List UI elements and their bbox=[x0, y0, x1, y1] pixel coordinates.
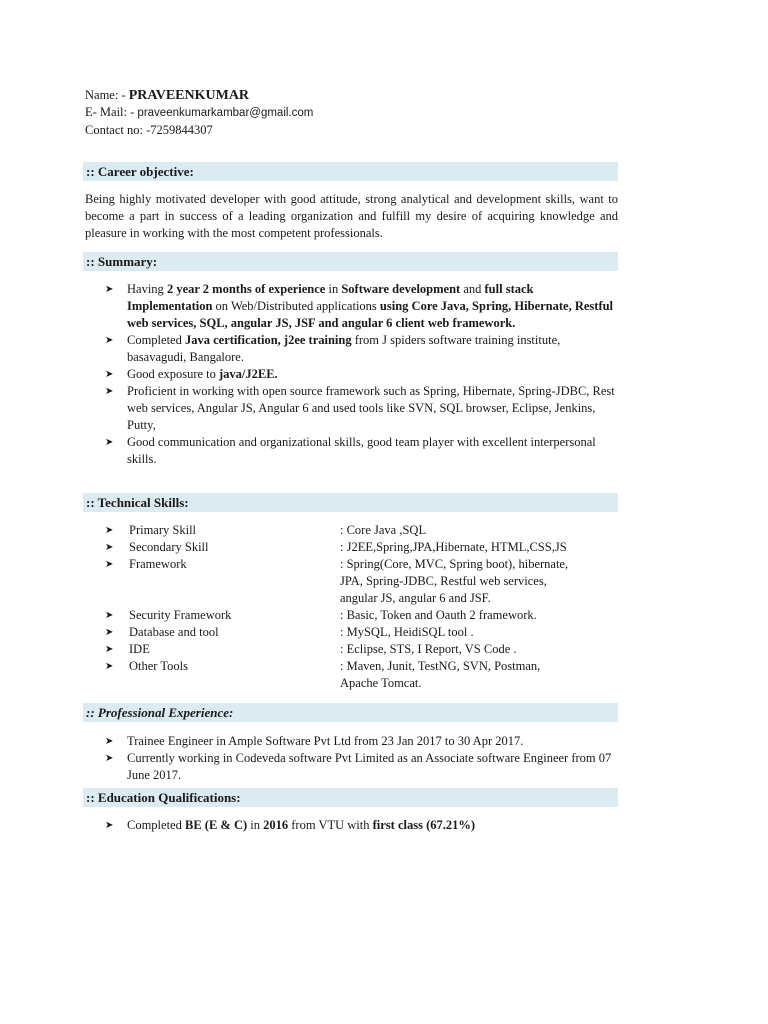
skill-label: ➤ Primary Skill bbox=[129, 523, 197, 537]
summary-item: ➤ Good exposure to java/J2EE. bbox=[105, 366, 620, 383]
education-list bbox=[105, 817, 620, 834]
experience-item: ➤ Trainee Engineer in Ample Software Pvt Ltd from 23 Jan 2017 to 30 Apr 2017. bbox=[105, 733, 620, 750]
skill-row bbox=[105, 641, 620, 658]
name-line bbox=[85, 87, 313, 104]
name-label: Name: - bbox=[85, 88, 129, 102]
experience-item: ➤ Currently working in Codeveda software Pvt Limited as an Associate software Engineer from 07 June 2017. bbox=[105, 750, 620, 784]
contact-block bbox=[85, 87, 313, 139]
skill-label: ➤ Other Tools bbox=[129, 659, 188, 673]
skill-row bbox=[105, 607, 620, 624]
email-value: praveenkumarkambar@gmail.com bbox=[137, 107, 314, 119]
phone-line bbox=[85, 122, 313, 139]
skill-row bbox=[105, 539, 620, 556]
skill-label: ➤ IDE bbox=[129, 642, 150, 656]
skill-row bbox=[105, 522, 620, 539]
professional-experience-heading: :: Professional Experience: bbox=[83, 703, 618, 722]
phone-value: 7259844307 bbox=[150, 123, 213, 137]
summary-heading: :: Summary: bbox=[83, 252, 618, 271]
skill-label: ➤ Secondary Skill bbox=[129, 540, 209, 554]
skill-value: : Spring(Core, MVC, Spring boot), hibernate, JPA, Spring-JDBC, Restful web services, angular JS, angular 6 and JSF. bbox=[340, 557, 569, 605]
phone-label: Contact no: - bbox=[85, 123, 151, 137]
skill-label: ➤ Database and tool bbox=[129, 625, 219, 639]
technical-skills-list bbox=[105, 522, 620, 692]
skill-label: ➤ Security Framework bbox=[129, 608, 232, 622]
summary-list bbox=[105, 281, 620, 468]
skill-row bbox=[105, 624, 620, 641]
email-label: E- Mail: - bbox=[85, 105, 138, 119]
skill-value: : J2EE,Spring,JPA,Hibernate, HTML,CSS,JS bbox=[340, 540, 567, 554]
skill-value: : Basic, Token and Oauth 2 framework. bbox=[340, 608, 537, 622]
skill-row bbox=[105, 556, 620, 607]
skill-value: : MySQL, HeidiSQL tool . bbox=[340, 625, 474, 639]
skill-value: : Core Java ,SQL bbox=[340, 523, 427, 537]
email-line bbox=[85, 104, 313, 122]
career-objective-heading: :: Career objective: bbox=[83, 162, 618, 181]
summary-item: ➤ Completed Java certification, j2ee training from J spiders software training institute, basavagudi, Bangalore. bbox=[105, 332, 620, 366]
summary-item: ➤ Having 2 year 2 months of experience in Software development and full stack Implementation on Web/Distributed applications using Core Java, Spring, Hibernate, Restful web services, SQL, angular JS, JSF and angular 6 client web framework. bbox=[105, 281, 620, 332]
career-objective-text: Being highly motivated developer with good attitude, strong analytical and development skills, want to become a part in success of a leading organization and fulfill my desire of acquiring knowledge and pleasure in working with the most competent professionals. bbox=[85, 192, 618, 240]
skill-value: : Maven, Junit, TestNG, SVN, Postman, Apache Tomcat. bbox=[340, 659, 541, 690]
summary-item: ➤ Proficient in working with open source framework such as Spring, Hibernate, Spring-JDBC, Rest web services, Angular JS, Angular 6 and used tools like SVN, SQL browser, Eclipse, Jenkins, Putty, bbox=[105, 383, 620, 434]
skill-row bbox=[105, 658, 620, 692]
skill-value: : Eclipse, STS, I Report, VS Code . bbox=[340, 642, 517, 656]
technical-skills-heading: :: Technical Skills: bbox=[83, 493, 618, 512]
education-item: ➤ Completed BE (E & C) in 2016 from VTU with first class (67.21%) bbox=[105, 817, 620, 834]
experience-list bbox=[105, 733, 620, 784]
education-heading: :: Education Qualifications: bbox=[83, 788, 618, 807]
skill-label: ➤ Framework bbox=[129, 557, 187, 571]
summary-item: ➤ Good communication and organizational skills, good team player with excellent interpersonal skills. bbox=[105, 434, 620, 468]
name-value: PRAVEENKUMAR bbox=[128, 88, 250, 103]
